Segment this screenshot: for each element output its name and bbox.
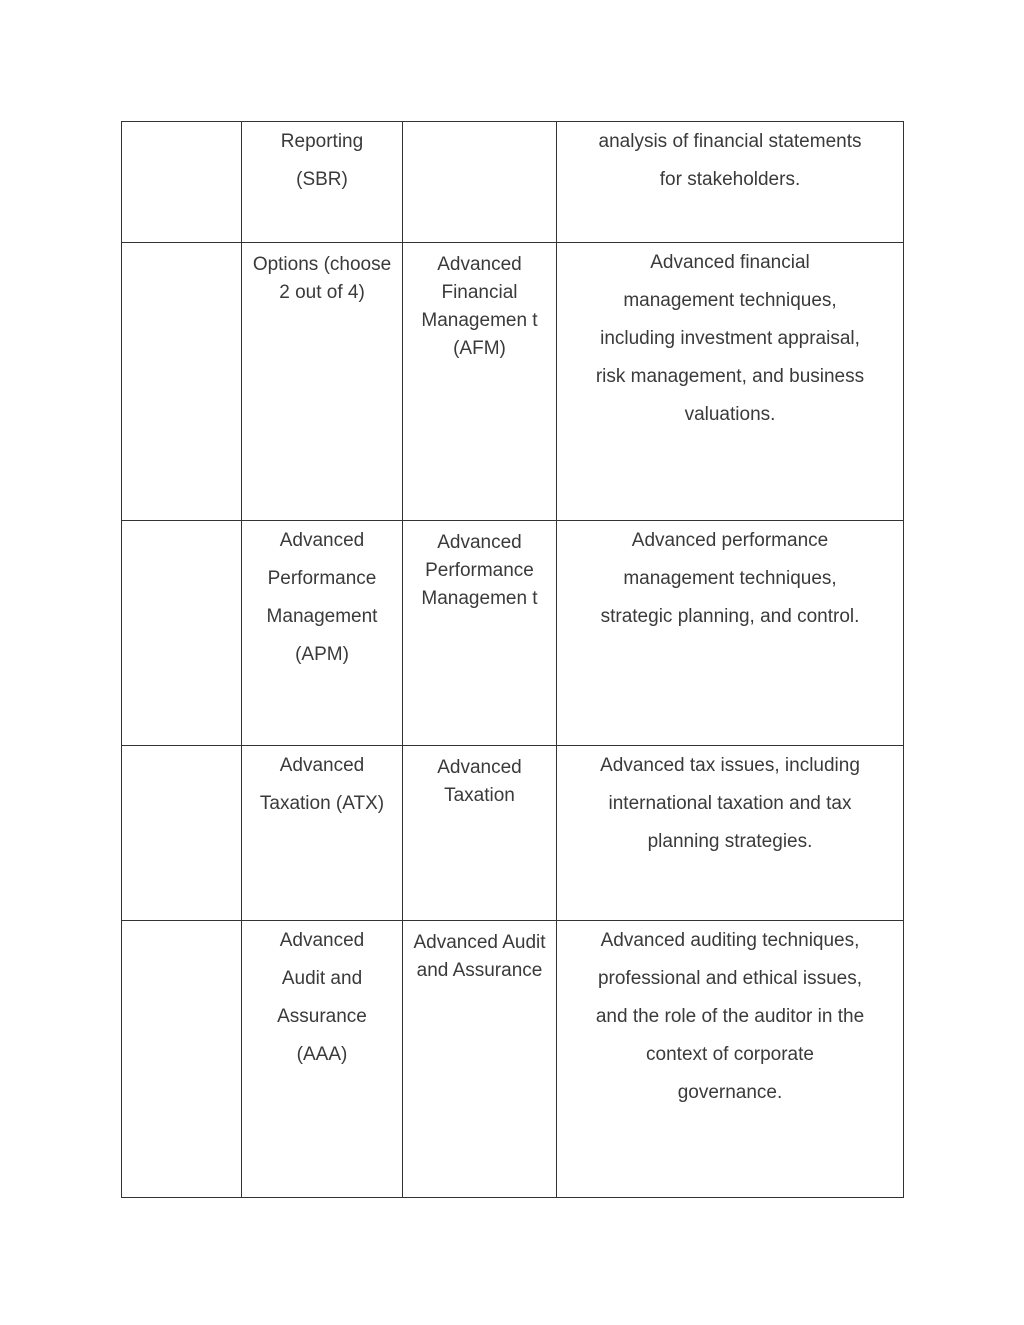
table-cell-empty: [403, 122, 557, 243]
table-cell-empty: [122, 521, 242, 746]
paper-name-cell: Reporting (SBR): [242, 122, 403, 243]
table-cell-empty: [122, 243, 242, 521]
table-row: [122, 921, 904, 1198]
table-cell-empty: [122, 746, 242, 921]
paper-title-cell: Advanced Audit and Assurance: [403, 921, 557, 1198]
table-cell-empty: [122, 122, 242, 243]
paper-title-cell: Advanced Financial Managemen t (AFM): [403, 243, 557, 521]
table-cell-empty: [122, 921, 242, 1198]
paper-title-cell: Advanced Taxation: [403, 746, 557, 921]
paper-name-cell: Advanced Audit and Assurance (AAA): [242, 921, 403, 1198]
paper-name-cell: Advanced Taxation (ATX): [242, 746, 403, 921]
table-row: [122, 746, 904, 921]
description-cell: Advanced performance management techniques, strategic planning, and control.: [557, 521, 904, 746]
paper-title-cell: Advanced Performance Managemen t: [403, 521, 557, 746]
table-row: [122, 243, 904, 521]
description-cell: Advanced financial management techniques, including investment appraisal, risk management, and business valuations.: [557, 243, 904, 521]
paper-name-cell: Advanced Performance Management (APM): [242, 521, 403, 746]
table-row: [122, 122, 904, 243]
syllabus-table: [121, 121, 904, 1198]
description-cell: analysis of financial statements for stakeholders.: [557, 122, 904, 243]
description-cell: Advanced auditing techniques, professional and ethical issues, and the role of the auditor in the context of corporate governance.: [557, 921, 904, 1198]
options-cell: Options (choose 2 out of 4): [242, 243, 403, 521]
table-row: [122, 521, 904, 746]
description-cell: Advanced tax issues, including international taxation and tax planning strategies.: [557, 746, 904, 921]
